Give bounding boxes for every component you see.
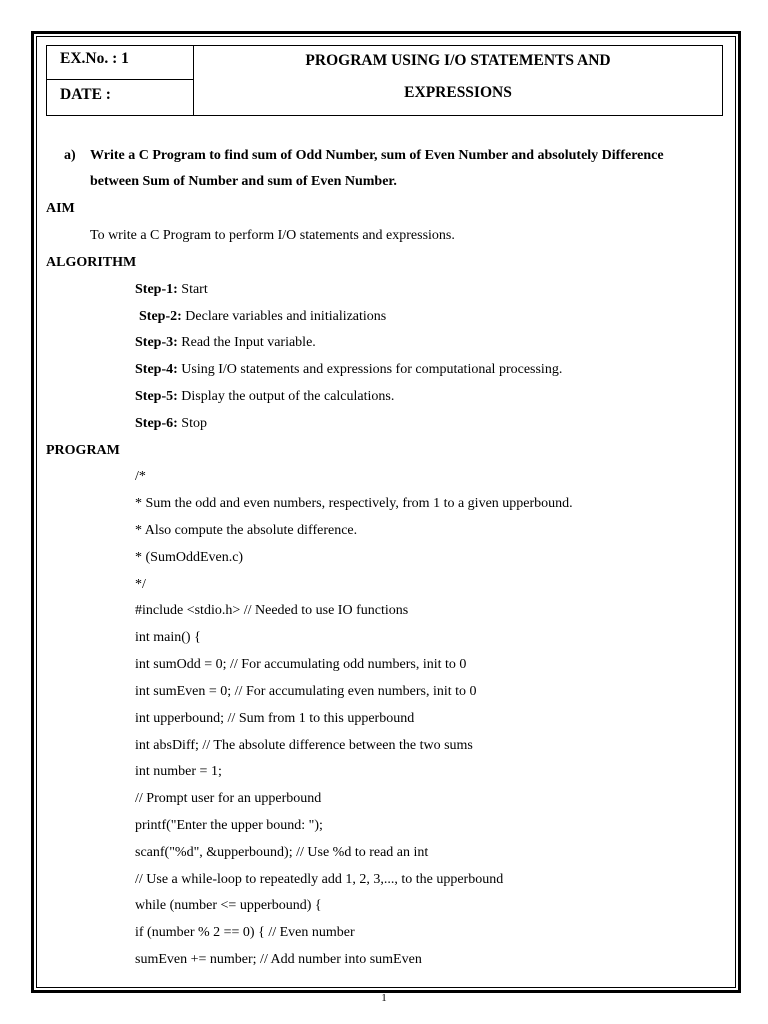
code-line: sumEven += number; // Add number into sumEven <box>135 952 422 967</box>
code-line: if (number % 2 == 0) { // Even number <box>135 925 355 940</box>
code-line: // Prompt user for an upperbound <box>135 791 322 806</box>
code-line: scanf("%d", &upperbound); // Use %d to read an int <box>135 845 429 860</box>
step-label: Step-1: <box>135 282 178 297</box>
step-text: Declare variables and initializations <box>181 309 387 324</box>
step-text: Start <box>177 282 208 297</box>
title-line-1: PROGRAM USING I/O STATEMENTS AND <box>305 52 611 69</box>
question-line-2: between Sum of Number and sum of Even Number. <box>90 174 397 189</box>
aim-heading: AIM <box>46 201 75 216</box>
code-line: int sumOdd = 0; // For accumulating odd numbers, init to 0 <box>135 657 467 672</box>
algorithm-step <box>139 309 386 325</box>
code-line: int sumEven = 0; // For accumulating even numbers, init to 0 <box>135 684 477 699</box>
algorithm-step <box>135 362 562 378</box>
step-text: Display the output of the calculations. <box>177 389 395 404</box>
question-line-1: Write a C Program to find sum of Odd Number, sum of Even Number and absolutely Difference <box>90 148 664 163</box>
step-text: Read the Input variable. <box>177 335 316 350</box>
title-line-2: EXPRESSIONS <box>404 84 512 101</box>
code-line: /* <box>135 469 146 484</box>
step-text: Using I/O statements and expressions for computational processing. <box>177 362 563 377</box>
header-table <box>46 45 723 116</box>
code-line: while (number <= upperbound) { <box>135 898 322 913</box>
step-label: Step-3: <box>135 335 178 350</box>
code-line: int number = 1; <box>135 764 222 779</box>
algorithm-step <box>135 416 207 432</box>
step-label: Step-2: <box>139 309 182 324</box>
question-label: a) <box>64 148 76 163</box>
step-text: Stop <box>177 416 207 431</box>
algorithm-step <box>135 335 316 351</box>
code-line: printf("Enter the upper bound: "); <box>135 818 323 833</box>
program-heading: PROGRAM <box>46 443 120 458</box>
page-number: 1 <box>381 992 387 1004</box>
step-label: Step-6: <box>135 416 178 431</box>
code-line: #include <stdio.h> // Needed to use IO functions <box>135 603 409 618</box>
algorithm-heading: ALGORITHM <box>46 255 137 270</box>
code-line: int upperbound; // Sum from 1 to this upperbound <box>135 711 415 726</box>
code-line: int absDiff; // The absolute difference between the two sums <box>135 738 473 753</box>
code-line: * Sum the odd and even numbers, respectively, from 1 to a given upperbound. <box>135 496 573 511</box>
aim-text: To write a C Program to perform I/O statements and expressions. <box>90 228 455 243</box>
code-line: // Use a while-loop to repeatedly add 1, 2, 3,..., to the upperbound <box>135 872 504 887</box>
code-line: */ <box>135 577 146 592</box>
step-label: Step-5: <box>135 389 178 404</box>
code-line: int main() { <box>135 630 201 645</box>
code-line: * (SumOddEven.c) <box>135 550 244 565</box>
code-line: * Also compute the absolute difference. <box>135 523 358 538</box>
algorithm-step <box>135 389 394 405</box>
ex-no-cell: EX.No. : 1 <box>47 46 194 80</box>
date-cell: DATE : <box>47 80 194 115</box>
step-label: Step-4: <box>135 362 178 377</box>
algorithm-step <box>135 282 208 298</box>
